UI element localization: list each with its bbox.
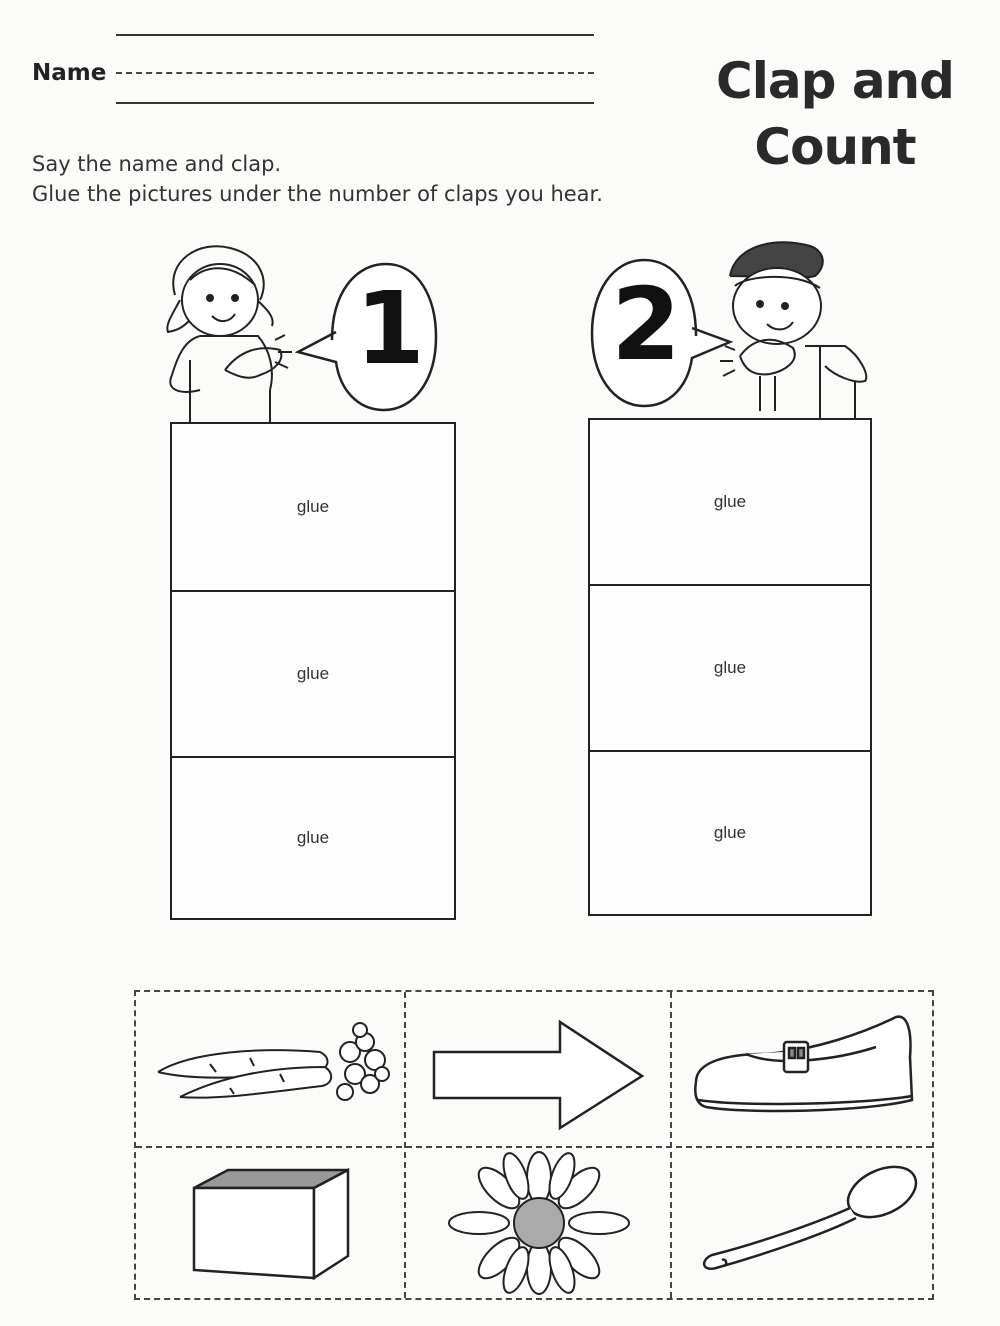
glue-cell[interactable]: glue <box>590 420 870 586</box>
instruction-line-1: Say the name and clap. <box>32 152 282 176</box>
glue-cell[interactable]: glue <box>172 424 454 592</box>
clap-count-1: 1 <box>355 270 425 387</box>
instruction-line-2: Glue the pictures under the number of claps you hear. <box>32 182 603 206</box>
name-write-line[interactable] <box>116 72 594 74</box>
shoe-icon <box>686 1012 916 1122</box>
arrow-icon <box>430 1020 650 1130</box>
girl-clapping-icon <box>160 240 310 425</box>
clap-count-2: 2 <box>611 266 681 383</box>
glue-cell[interactable]: glue <box>296 827 330 847</box>
spoon-icon <box>692 1160 922 1280</box>
flower-icon <box>444 1156 634 1291</box>
title-line-1: Clap and <box>716 52 954 110</box>
cutout-shoe[interactable] <box>672 992 932 1146</box>
glue-cell[interactable]: glue <box>590 586 870 752</box>
cutout-carrot[interactable] <box>136 992 404 1146</box>
title-line-2: Count <box>754 118 916 176</box>
cutout-arrow[interactable] <box>406 992 670 1146</box>
name-bottom-line <box>116 102 594 104</box>
box-icon <box>188 1166 358 1286</box>
glue-column-2 <box>588 418 872 916</box>
carrot-icon <box>150 1022 390 1117</box>
cutout-grid <box>134 990 934 1300</box>
cutout-box[interactable] <box>136 1148 404 1298</box>
name-top-line <box>116 34 594 36</box>
boy-clapping-icon <box>715 236 875 421</box>
glue-cell[interactable]: glue <box>172 592 454 758</box>
page-title <box>700 48 970 180</box>
cutout-flower[interactable] <box>406 1148 670 1298</box>
cutout-spoon[interactable] <box>672 1148 932 1298</box>
name-label: Name <box>32 60 107 86</box>
glue-cell[interactable]: glue <box>713 822 747 842</box>
glue-column-1 <box>170 422 456 920</box>
